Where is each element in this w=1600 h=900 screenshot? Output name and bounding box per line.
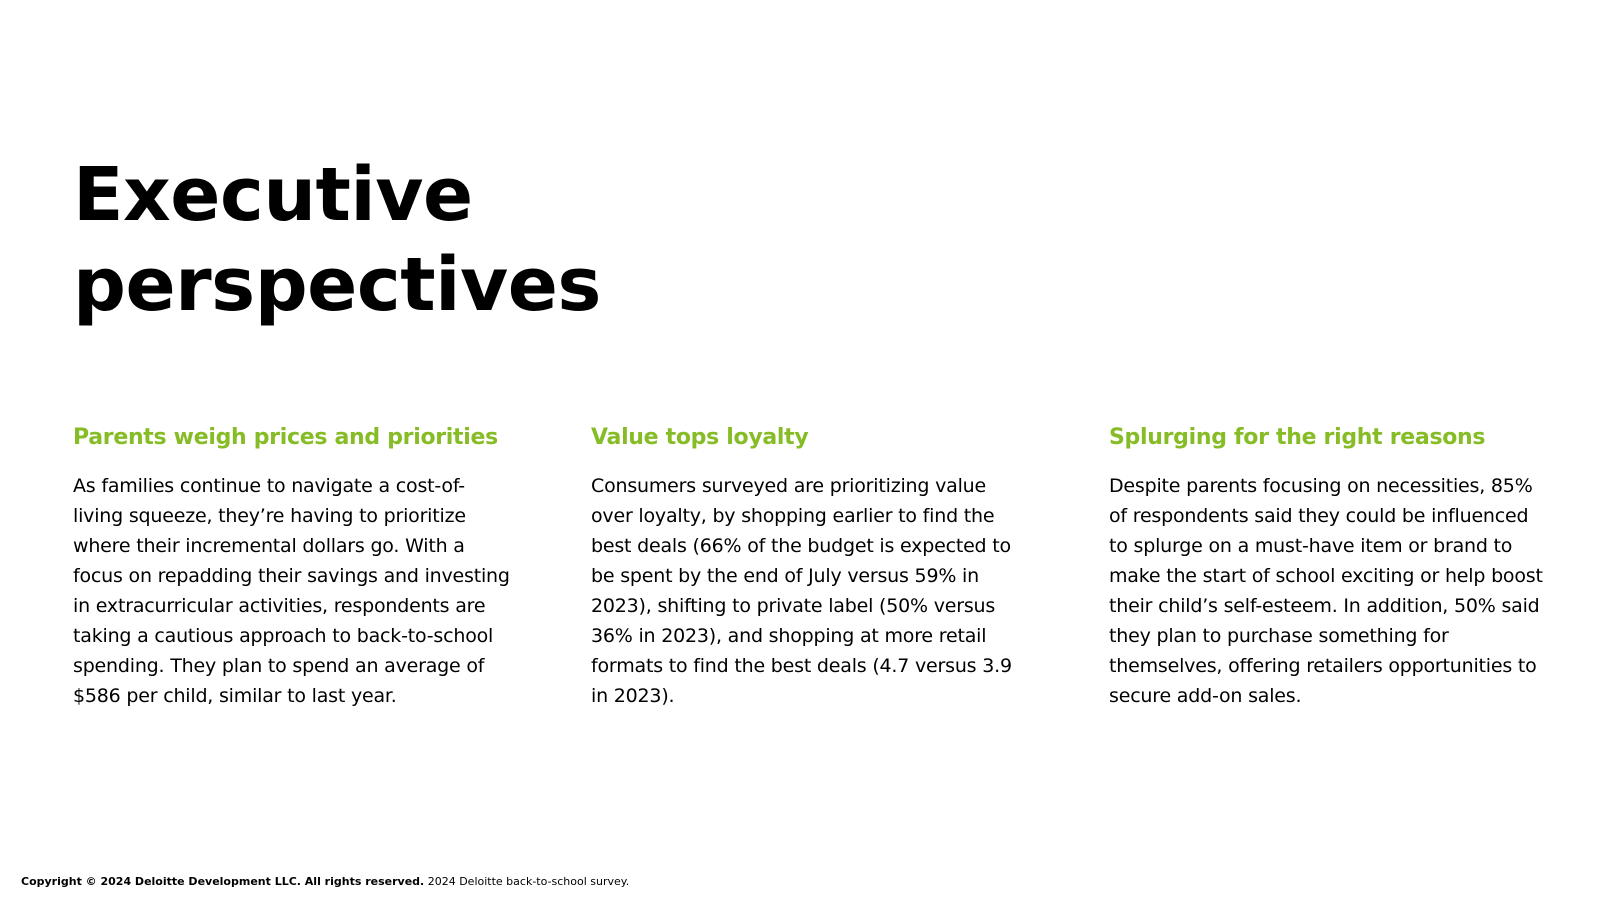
column-body: Despite parents focusing on necessities, 85% of respondents said they could be influenced to splurge on a must-have item or brand to make the start of school exciting or help boost their child’s self-esteem. In addition, 50% said they plan to purchase something for themselves, offering retailers opportunities to secure add-on sales. — [1109, 475, 1543, 707]
perspective-column-splurging — [1109, 423, 1549, 711]
column-heading: Splurging for the right reasons — [1109, 425, 1486, 450]
column-body: Consumers surveyed are prioritizing value over loyalty, by shopping earlier to find the best deals (66% of the budget is expected to be spent by the end of July versus 59% in 2023), shifting to private label (50% versus 36% in 2023), and shopping at more retail formats to find the best deals (4.7 versus 3.9 in 2023). — [591, 475, 1012, 707]
copyright-notice: Copyright © 2024 Deloitte Development LLC. All rights reserved. — [21, 875, 425, 888]
perspectives-columns — [73, 423, 1543, 743]
page-title: Executive perspectives — [73, 152, 601, 328]
column-heading: Value tops loyalty — [591, 425, 809, 450]
column-heading: Parents weigh prices and priorities — [73, 425, 498, 450]
source-note: 2024 Deloitte back-to-school survey. — [427, 875, 630, 888]
footer — [21, 875, 629, 889]
perspective-column-value — [591, 423, 1031, 711]
column-body: As families continue to navigate a cost-of-living squeeze, they’re having to prioritize where their incremental dollars go. With a focus on repadding their savings and investing in extracurricular activities, respondents are taking a cautious approach to back-to-school spending. They plan to spend an average of $586 per child, similar to last year. — [73, 475, 510, 707]
perspective-column-prices — [73, 423, 513, 711]
